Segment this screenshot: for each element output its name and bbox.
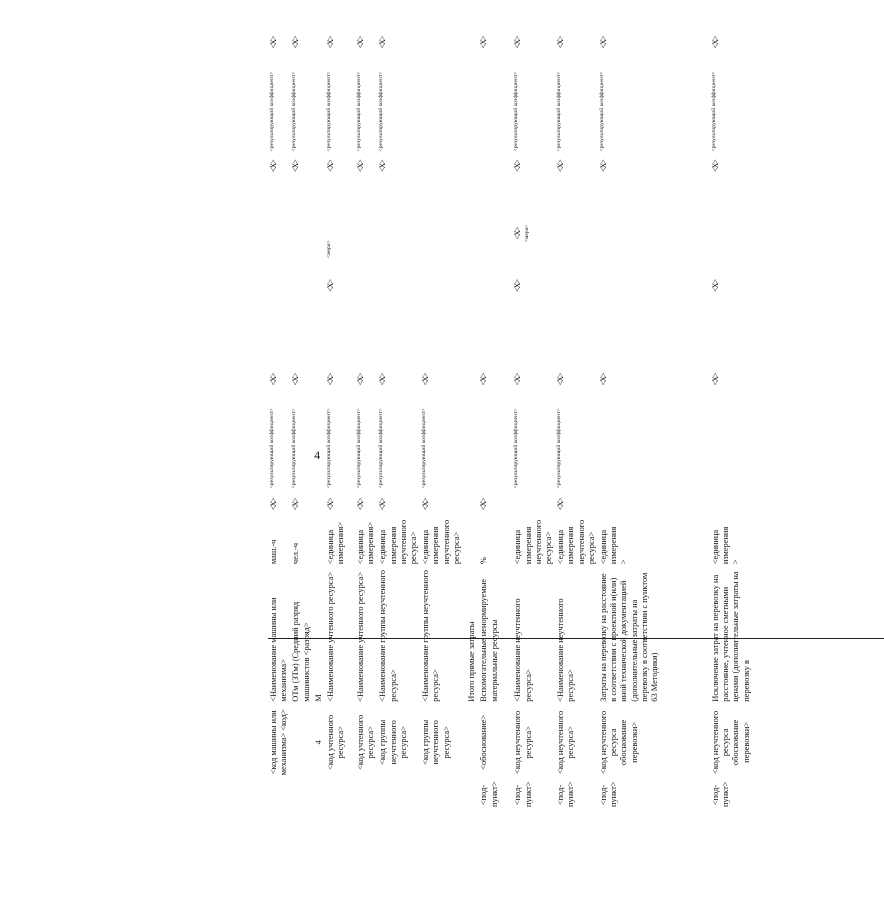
table-cell xyxy=(555,207,598,260)
table-cell xyxy=(512,704,555,781)
result-coefficient: <результирующий коэффициент> xyxy=(513,71,520,152)
placeholder-arrow: <X> xyxy=(356,160,366,172)
table-cell xyxy=(290,179,312,207)
table-cell xyxy=(313,27,325,58)
table-cell xyxy=(313,153,325,178)
table-cell xyxy=(710,260,798,294)
table-cell xyxy=(355,490,377,518)
placeholder-arrow: <X> xyxy=(356,36,366,49)
table-cell xyxy=(355,153,377,178)
table-cell xyxy=(355,179,377,207)
cell-text: Вспомогательные ненормируемые материальные ресурсы xyxy=(479,578,499,702)
result-coefficient: <результирующий коэффициент> xyxy=(556,408,563,489)
placeholder-arrow: <X> xyxy=(356,373,366,386)
table-cell xyxy=(710,490,798,518)
table-cell xyxy=(268,566,290,704)
table-cell xyxy=(268,395,290,490)
table-cell xyxy=(555,364,598,395)
table-cell xyxy=(478,58,512,153)
table-cell xyxy=(355,294,377,364)
table-cell xyxy=(598,179,710,207)
table-cell xyxy=(377,179,420,207)
table-row xyxy=(268,27,290,809)
placeholder-arrow: <X> xyxy=(479,36,489,49)
table-cell xyxy=(313,179,325,207)
table-row xyxy=(598,27,710,809)
table-cell xyxy=(355,566,377,704)
cell-text: <код учтенного ресурса> xyxy=(326,714,346,770)
result-coefficient: <результирующий коэффициент> xyxy=(291,71,298,152)
cell-text: % xyxy=(479,557,489,565)
table-cell xyxy=(420,395,466,490)
table-cell xyxy=(555,153,598,178)
cell-text: <код неучтенного ресурса обоснование перевозки> xyxy=(711,710,751,774)
table-row xyxy=(290,27,312,809)
table-cell xyxy=(313,781,325,809)
table-body xyxy=(268,27,798,809)
table-cell xyxy=(598,153,710,178)
table-cell xyxy=(355,27,377,58)
cell-text: 4 xyxy=(313,740,323,745)
table-cell xyxy=(710,395,798,490)
placeholder-arrow: <X> xyxy=(479,373,489,386)
table-cell xyxy=(555,27,598,58)
cell-text: <единица измерения неучтенного ресурса> xyxy=(556,519,596,565)
table-cell xyxy=(555,518,598,566)
table-cell xyxy=(355,58,377,153)
cell-text: <единица измерения неучтенного ресурса> xyxy=(378,519,419,565)
result-coefficient: <результирующий коэффициент> xyxy=(378,408,385,489)
placeholder-arrow: <X> xyxy=(291,373,301,386)
table-cell xyxy=(268,27,290,58)
measure-mark: <мера> xyxy=(523,224,530,243)
table-cell xyxy=(710,153,798,178)
table-row xyxy=(325,27,355,809)
placeholder-arrow: <X> xyxy=(326,160,336,172)
result-coefficient: <результирующий коэффициент> xyxy=(356,71,363,152)
result-coefficient: <результирующий коэффициент> xyxy=(378,71,385,152)
table-cell xyxy=(598,260,710,294)
table-cell xyxy=(377,566,420,704)
table-cell xyxy=(598,490,710,518)
table-cell xyxy=(290,207,312,260)
cell-text: <единица измерения> xyxy=(356,522,376,565)
table-cell xyxy=(598,781,710,809)
page-number: 4 xyxy=(314,447,321,462)
placeholder-arrow: <X> xyxy=(291,36,301,49)
cell-text: маш.-ч xyxy=(269,539,278,565)
measure-mark: <мера> xyxy=(326,240,333,259)
table-cell xyxy=(598,27,710,58)
table-cell xyxy=(377,294,420,364)
table-cell xyxy=(268,260,290,294)
table-cell xyxy=(290,704,312,781)
table-cell xyxy=(710,294,798,364)
table-cell xyxy=(377,27,420,58)
table-row xyxy=(377,27,420,809)
table-cell xyxy=(377,781,420,809)
placeholder-arrow: <X> xyxy=(421,373,431,386)
table-cell xyxy=(290,518,312,566)
table-cell xyxy=(420,490,466,518)
placeholder-arrow: <X> xyxy=(513,373,523,386)
placeholder-arrow: <X> xyxy=(378,498,388,511)
placeholder-arrow: <X> xyxy=(556,160,566,172)
table-cell xyxy=(268,704,290,781)
placeholder-arrow: <X> xyxy=(378,373,388,386)
placeholder-arrow: <X> xyxy=(479,498,489,511)
table-cell xyxy=(478,704,512,781)
cell-text: <единица измерения неучтенного ресурса> xyxy=(513,519,554,565)
table-cell xyxy=(555,566,598,704)
cell-text: <Наименование учтенного ресурса> xyxy=(326,571,336,702)
table-cell xyxy=(290,566,312,704)
table-cell xyxy=(420,179,466,207)
result-coefficient: <результирующий коэффициент> xyxy=(269,408,275,489)
estimate-table xyxy=(268,27,798,809)
table-cell xyxy=(355,207,377,260)
result-coefficient: <результирующий коэффициент> xyxy=(711,71,718,152)
table-cell xyxy=(420,153,466,178)
table-row xyxy=(466,27,478,809)
table-cell xyxy=(268,179,290,207)
table-cell xyxy=(710,27,798,58)
table-cell xyxy=(512,294,555,364)
table-cell xyxy=(512,490,555,518)
placeholder-arrow: <X> xyxy=(556,36,566,49)
table-cell xyxy=(598,566,710,704)
cell-text: Итого прямые затраты xyxy=(467,621,477,702)
table-cell xyxy=(555,294,598,364)
table-cell xyxy=(478,207,512,260)
table-cell xyxy=(466,781,478,809)
table-cell xyxy=(478,781,512,809)
table-cell xyxy=(355,395,377,490)
table-cell xyxy=(377,260,420,294)
table-cell xyxy=(313,207,325,260)
table-cell xyxy=(710,704,798,781)
cell-text: <под-пункт> xyxy=(513,781,533,807)
placeholder-arrow: <X> xyxy=(326,498,336,511)
placeholder-arrow: <X> xyxy=(378,160,388,172)
table-cell xyxy=(268,207,290,260)
table-cell xyxy=(555,260,598,294)
table-cell xyxy=(377,490,420,518)
table-cell xyxy=(290,153,312,178)
placeholder-arrow: <X> xyxy=(356,498,366,511)
table-cell xyxy=(355,781,377,809)
table-cell xyxy=(268,153,290,178)
table-cell xyxy=(290,490,312,518)
table-cell xyxy=(420,704,466,781)
table-cell xyxy=(325,260,355,294)
placeholder-arrow: <X> xyxy=(711,280,721,292)
table-cell xyxy=(512,260,555,294)
table-row xyxy=(478,27,512,809)
table-cell xyxy=(555,704,598,781)
table-cell xyxy=(478,27,512,58)
table-cell xyxy=(377,153,420,178)
table-cell xyxy=(555,58,598,153)
table-cell xyxy=(478,153,512,178)
table-cell xyxy=(478,364,512,395)
table-cell xyxy=(710,207,798,260)
cell-text: <код группы неучтенного ресурса> xyxy=(378,719,408,765)
cell-text: <под-пункт> xyxy=(711,781,731,807)
placeholder-arrow: <X> xyxy=(599,160,609,172)
table-cell xyxy=(466,179,478,207)
table-cell xyxy=(377,395,420,490)
cell-text: <код учтенного ресурса> xyxy=(356,714,376,770)
table-cell xyxy=(290,58,312,153)
cell-text: ОТм (ЗТм) (Средний разряд машинистов <разряд> xyxy=(291,601,311,702)
table-cell xyxy=(313,704,325,781)
table-cell xyxy=(466,490,478,518)
table-cell xyxy=(478,518,512,566)
cell-text: <Наименование неучтенного ресурса> xyxy=(556,598,576,702)
placeholder-arrow: <X> xyxy=(513,160,523,172)
placeholder-arrow: <X> xyxy=(326,36,336,49)
table-cell xyxy=(313,58,325,153)
table-cell xyxy=(466,395,478,490)
table-cell xyxy=(325,364,355,395)
placeholder-arrow: <X> xyxy=(326,280,336,292)
table-cell xyxy=(555,179,598,207)
table-cell xyxy=(420,207,466,260)
placeholder-arrow: <X> xyxy=(378,36,388,49)
placeholder-arrow: <X> xyxy=(291,160,301,172)
table-cell xyxy=(268,58,290,153)
table-cell xyxy=(512,781,555,809)
table-cell xyxy=(710,566,798,704)
table-cell xyxy=(325,566,355,704)
table-cell xyxy=(325,294,355,364)
cell-text: <код неучтенного ресурса> xyxy=(513,710,533,774)
cell-text: чел.-ч xyxy=(291,542,301,565)
cell-text: <под-пункт> xyxy=(556,781,576,807)
result-coefficient: <результирующий коэффициент> xyxy=(556,71,563,152)
table-cell xyxy=(377,364,420,395)
table-cell xyxy=(466,294,478,364)
table-cell xyxy=(420,58,466,153)
table-cell xyxy=(710,179,798,207)
placeholder-arrow: <X> xyxy=(513,227,523,240)
table-cell xyxy=(512,27,555,58)
table-cell xyxy=(466,207,478,260)
table-cell xyxy=(598,58,710,153)
result-coefficient: <результирующий коэффициент> xyxy=(291,408,298,489)
result-coefficient: <результирующий коэффициент> xyxy=(269,71,275,152)
cell-text: <единица измерения неучтенного ресурса> xyxy=(421,519,461,565)
table-cell xyxy=(710,364,798,395)
table-cell xyxy=(466,364,478,395)
table-cell xyxy=(512,179,555,207)
table-cell xyxy=(325,58,355,153)
table-cell xyxy=(420,518,466,566)
cell-text: <обоснование> xyxy=(479,714,489,770)
table-cell xyxy=(268,490,290,518)
table-cell xyxy=(420,27,466,58)
placeholder-arrow: <X> xyxy=(711,160,721,172)
table-cell xyxy=(325,395,355,490)
table-row xyxy=(555,27,598,809)
table-cell xyxy=(268,294,290,364)
table-cell xyxy=(598,518,710,566)
table-cell xyxy=(478,490,512,518)
table-cell xyxy=(710,58,798,153)
cell-text: <единица измерения > xyxy=(599,526,629,565)
table-cell xyxy=(313,566,325,704)
table-cell xyxy=(377,704,420,781)
cell-text: <код машины или механизма> <код> xyxy=(269,709,289,776)
table-cell xyxy=(355,260,377,294)
placeholder-arrow: <X> xyxy=(269,36,278,49)
table-cell xyxy=(420,781,466,809)
table-cell xyxy=(268,781,290,809)
table-cell xyxy=(466,153,478,178)
placeholder-arrow: <X> xyxy=(599,36,609,49)
table-cell xyxy=(555,490,598,518)
table-cell xyxy=(313,364,325,395)
cell-text: <Наименование машины или механизма> xyxy=(269,597,289,702)
result-coefficient: <результирующий коэффициент> xyxy=(356,408,363,489)
placeholder-arrow: <X> xyxy=(556,498,566,511)
table-cell xyxy=(512,364,555,395)
table-cell xyxy=(478,566,512,704)
placeholder-arrow: <X> xyxy=(291,498,301,511)
placeholder-arrow: <X> xyxy=(326,373,336,386)
table-cell xyxy=(466,58,478,153)
table-row xyxy=(512,27,555,809)
table-cell xyxy=(325,27,355,58)
table-cell xyxy=(478,260,512,294)
table-cell xyxy=(598,207,710,260)
table-row xyxy=(313,27,325,809)
result-coefficient: <результирующий коэффициент> xyxy=(513,408,520,489)
table-cell xyxy=(377,207,420,260)
table-cell xyxy=(512,153,555,178)
placeholder-arrow: <X> xyxy=(711,373,721,386)
table-cell xyxy=(555,781,598,809)
table-cell xyxy=(598,395,710,490)
table-cell xyxy=(313,260,325,294)
table-cell xyxy=(377,58,420,153)
table-cell xyxy=(325,179,355,207)
table-cell xyxy=(466,260,478,294)
table-cell xyxy=(325,704,355,781)
result-coefficient: <результирующий коэффициент> xyxy=(326,71,333,152)
result-coefficient: <результирующий коэффициент> xyxy=(599,71,606,152)
cell-text: <под-пункт> xyxy=(599,781,619,807)
table-cell xyxy=(325,781,355,809)
table-cell xyxy=(290,27,312,58)
placeholder-arrow: <X> xyxy=(513,36,523,49)
table-cell xyxy=(355,364,377,395)
table-cell xyxy=(420,260,466,294)
table-cell xyxy=(420,294,466,364)
cell-text: <Наименование учтенного ресурса> xyxy=(356,571,366,702)
table-cell xyxy=(290,364,312,395)
table-cell xyxy=(466,518,478,566)
table-cell xyxy=(420,364,466,395)
table-cell xyxy=(313,395,325,490)
table-cell xyxy=(313,294,325,364)
placeholder-arrow: <X> xyxy=(513,280,523,292)
table-cell xyxy=(598,704,710,781)
table-cell xyxy=(420,566,466,704)
table-cell xyxy=(478,294,512,364)
cell-text: <единица измерения> xyxy=(326,522,346,565)
placeholder-arrow: <X> xyxy=(711,36,721,49)
placeholder-arrow: <X> xyxy=(556,373,566,386)
result-coefficient: <результирующий коэффициент> xyxy=(421,408,428,489)
table-cell xyxy=(512,566,555,704)
table-cell xyxy=(710,781,798,809)
placeholder-arrow: <X> xyxy=(421,498,431,511)
table-cell xyxy=(512,518,555,566)
table-cell xyxy=(466,704,478,781)
table-row xyxy=(420,27,466,809)
table-cell xyxy=(466,27,478,58)
table-cell xyxy=(478,179,512,207)
table-cell xyxy=(377,518,420,566)
table-cell xyxy=(325,207,355,260)
cell-text: <под-пункт> xyxy=(479,781,499,807)
table-row xyxy=(355,27,377,809)
table-cell xyxy=(355,704,377,781)
table-cell xyxy=(512,207,555,260)
table-cell xyxy=(325,490,355,518)
cell-text: <Наименование группы неучтенного ресурса> xyxy=(421,570,441,702)
table-cell xyxy=(355,518,377,566)
table-cell xyxy=(268,518,290,566)
table-row xyxy=(710,27,798,809)
table-cell xyxy=(290,294,312,364)
table-cell xyxy=(313,518,325,566)
table-cell xyxy=(290,395,312,490)
table-cell xyxy=(555,395,598,490)
table-cell xyxy=(598,294,710,364)
cell-text: М xyxy=(313,694,323,702)
cell-text: <код неучтенного ресурса> xyxy=(556,710,576,774)
cell-text: Затраты на перевозку на расстояние в соответствии с проектной и(или) иной технической документацией (дополнительные затраты на перевозку в соответствии с пунктом 63 Методики) xyxy=(599,572,660,702)
table-cell xyxy=(290,781,312,809)
table-cell xyxy=(710,518,798,566)
table-cell xyxy=(598,364,710,395)
result-coefficient: <результирующий коэффициент> xyxy=(326,408,333,489)
table-cell xyxy=(512,395,555,490)
cell-text: <Наименование неучтенного ресурса> xyxy=(513,598,533,702)
table-cell xyxy=(268,364,290,395)
cell-text: <единица измерения > xyxy=(711,526,741,565)
placeholder-arrow: <X> xyxy=(269,498,278,511)
cell-text: <Наименование группы неучтенного ресурса> xyxy=(378,570,398,702)
table-cell xyxy=(325,153,355,178)
table-cell xyxy=(466,566,478,704)
table-cell xyxy=(325,518,355,566)
placeholder-arrow: <X> xyxy=(269,160,278,172)
placeholder-arrow: <X> xyxy=(269,373,278,386)
cell-text: <код группы неучтенного ресурса> xyxy=(421,719,451,765)
table-cell xyxy=(478,395,512,490)
table-cell xyxy=(313,490,325,518)
placeholder-arrow: <X> xyxy=(599,373,609,386)
cell-text: <код неучтенного ресурса обоснование перевозки> xyxy=(599,710,639,774)
table-cell xyxy=(512,58,555,153)
table-cell xyxy=(290,260,312,294)
cell-text: Исключение затрат на перевозку на расстояние, учтенное сметными ценами (дополнительные затраты на перевозку в xyxy=(711,571,751,702)
